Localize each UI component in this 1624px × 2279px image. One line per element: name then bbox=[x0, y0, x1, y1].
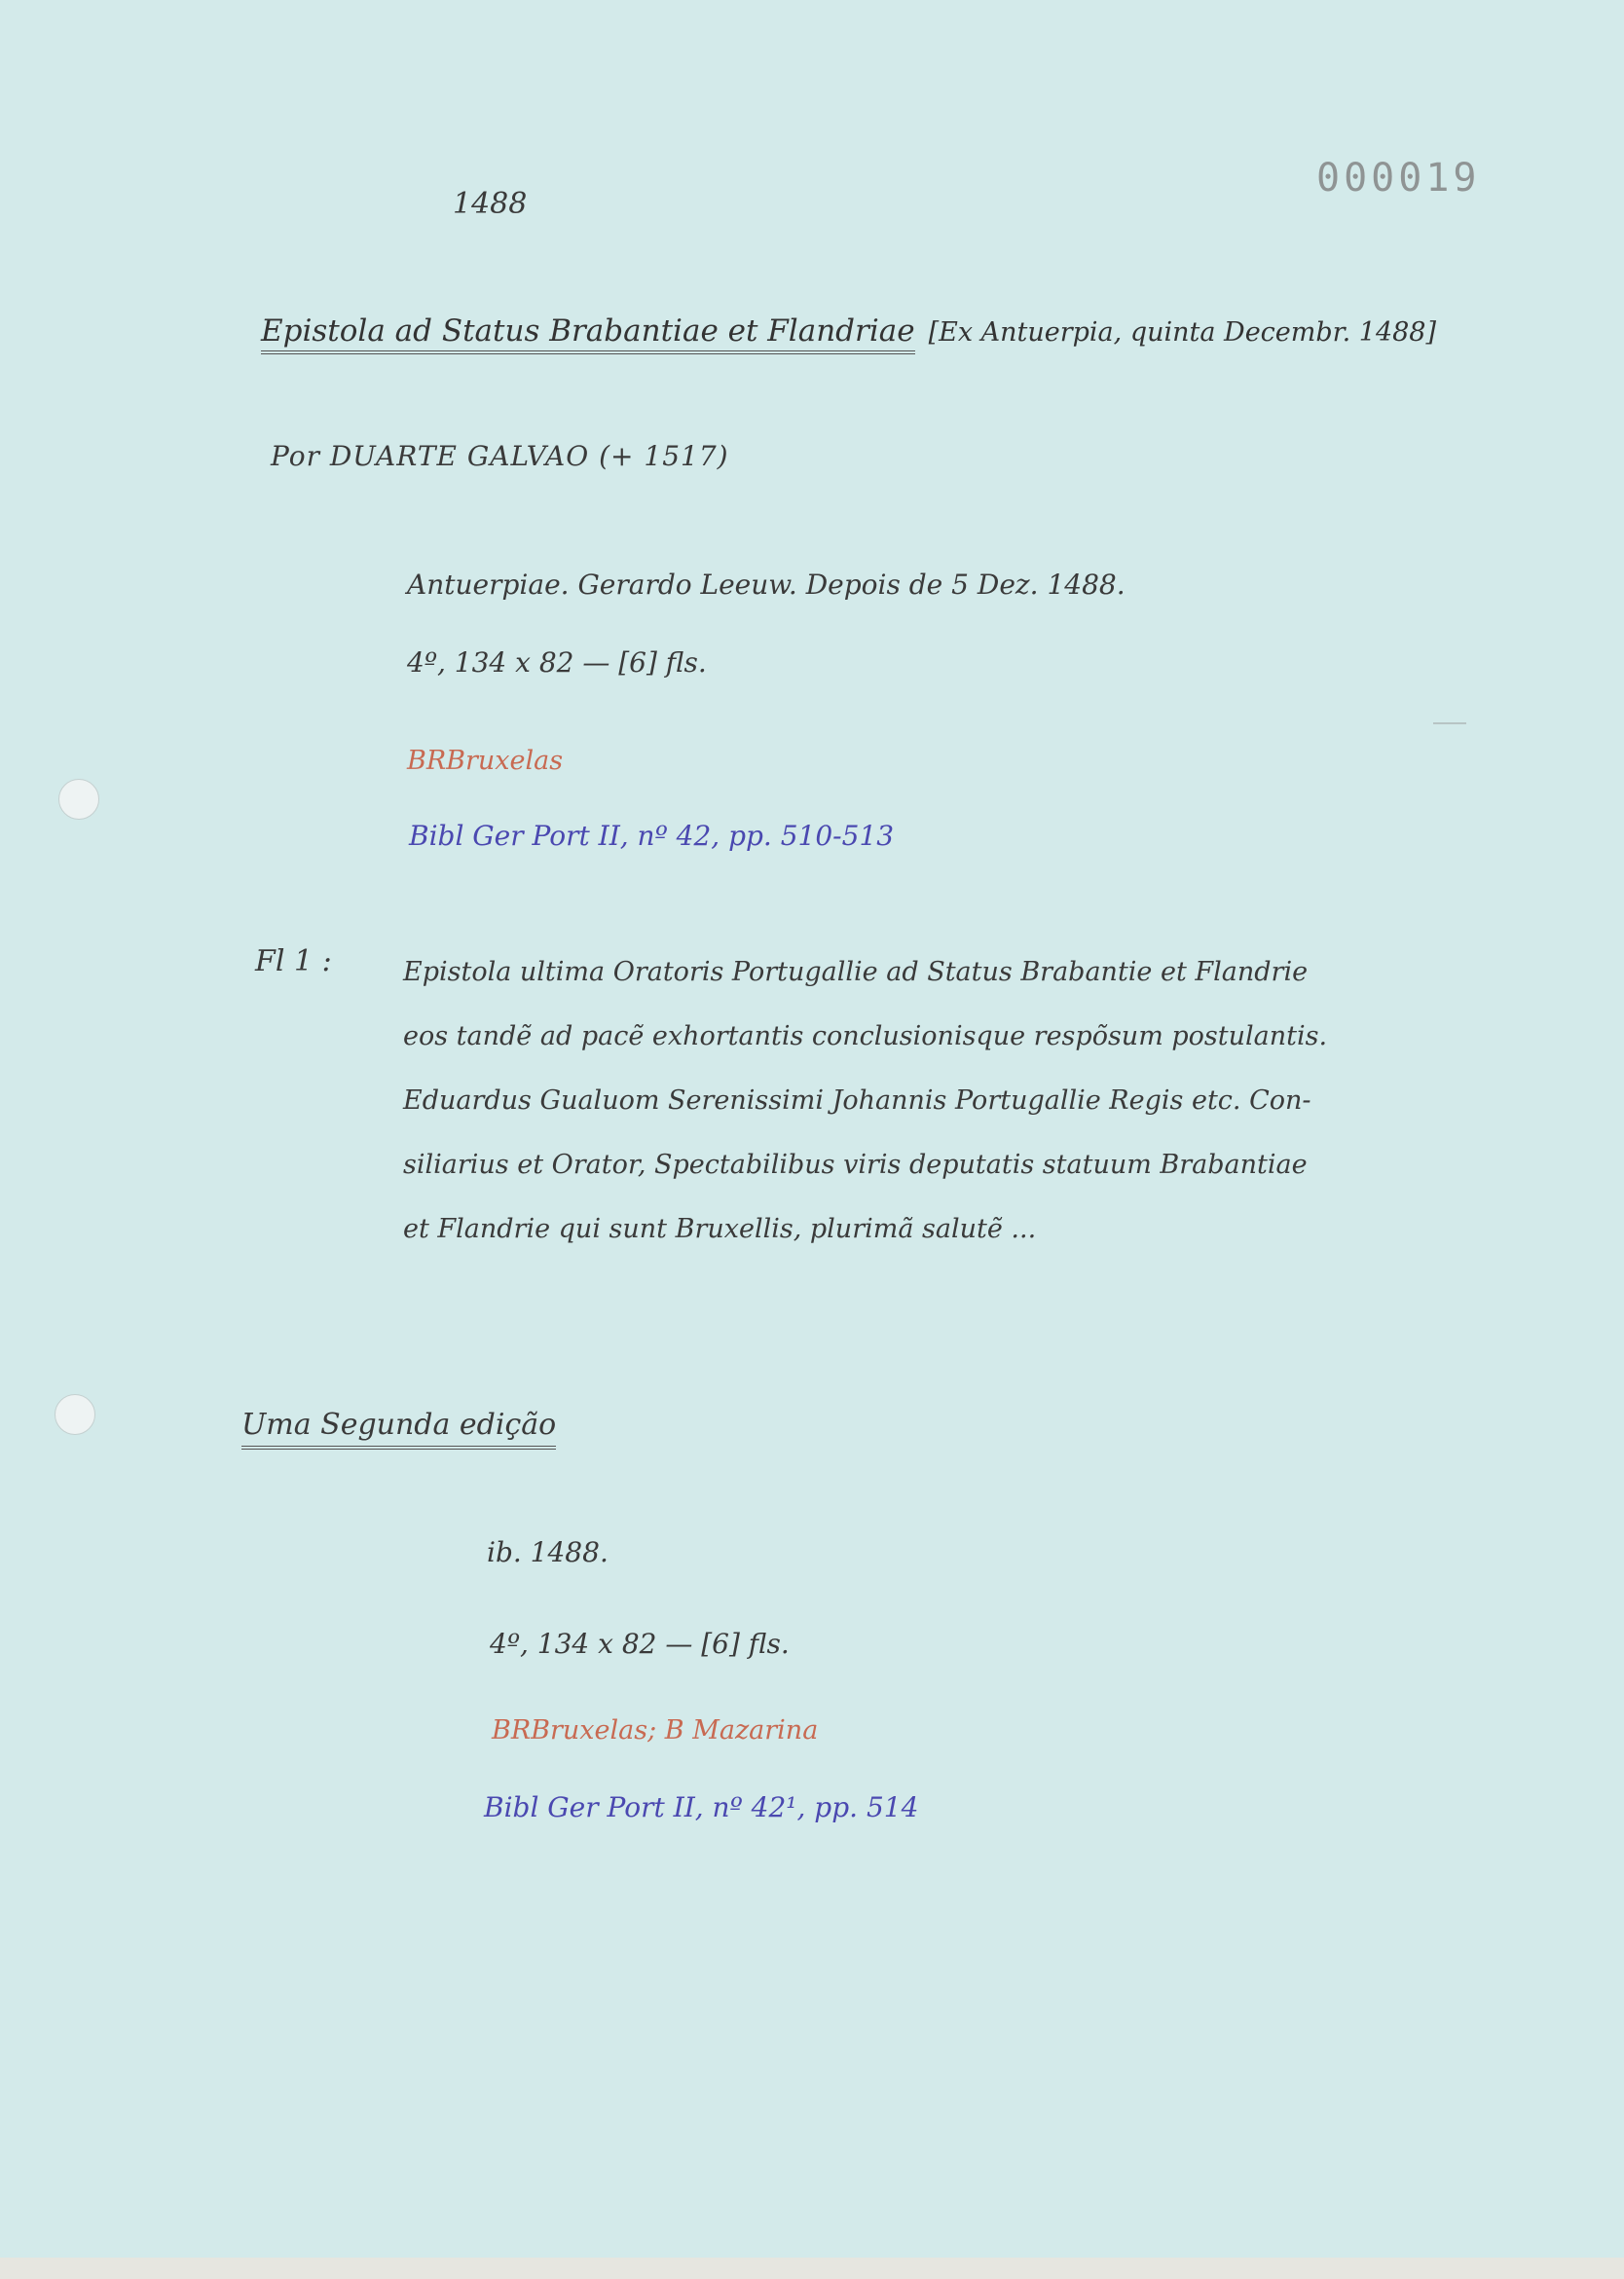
edition2-format: 4º, 134 x 82 — [6] fls. bbox=[490, 1628, 790, 1660]
year-heading: 1488 bbox=[453, 187, 528, 221]
punch-hole-icon bbox=[55, 1394, 95, 1435]
edition2-imprint: ib. 1488. bbox=[487, 1536, 609, 1568]
incipit-label: Fl 1 : bbox=[255, 944, 332, 978]
document-title bbox=[261, 313, 1436, 354]
incipit-line: siliarius et Orator, Spectabilibus viris deputatis statuum Brabantiae bbox=[403, 1150, 1308, 1180]
paper-mark bbox=[1433, 722, 1466, 724]
incipit-line: Epistola ultima Oratoris Portugallie ad Status Brabantie et Flandrie bbox=[403, 957, 1309, 987]
incipit-line: Eduardus Gualuom Serenissimi Johannis Portugallie Regis etc. Con- bbox=[403, 1085, 1311, 1116]
incipit-text bbox=[403, 940, 1513, 1262]
edition1-imprint: Antuerpiae. Gerardo Leeuw. Depois de 5 Dez. 1488. bbox=[407, 569, 1126, 601]
author-line: Por DUARTE GALVAO (+ 1517) bbox=[271, 440, 729, 472]
punch-hole-icon bbox=[58, 779, 99, 820]
second-edition-heading-text: Uma Segunda edição bbox=[241, 1408, 556, 1450]
second-edition-heading bbox=[241, 1408, 556, 1450]
page-number-stamp: 000019 bbox=[1316, 156, 1481, 201]
edition1-holdings: BRBruxelas bbox=[407, 746, 564, 776]
incipit-line: eos tandẽ ad pacẽ exhortantis conclusionisque respõsum postulantis. bbox=[403, 1021, 1328, 1051]
title-subtitle: [Ex Antuerpia, quinta Decembr. 1488] bbox=[928, 317, 1437, 348]
edition2-holdings: BRBruxelas; B Mazarina bbox=[492, 1715, 819, 1746]
title-main: Epistola ad Status Brabantiae et Flandriae bbox=[261, 313, 915, 354]
edition1-format: 4º, 134 x 82 — [6] fls. bbox=[407, 646, 707, 679]
edition1-bibl-ref: Bibl Ger Port II, nº 42, pp. 510-513 bbox=[409, 820, 895, 852]
incipit-line: et Flandrie qui sunt Bruxellis, plurimã salutẽ ... bbox=[403, 1214, 1037, 1244]
scan-bottom-edge bbox=[0, 2258, 1624, 2279]
edition2-bibl-ref: Bibl Ger Port II, nº 42¹, pp. 514 bbox=[484, 1791, 919, 1823]
